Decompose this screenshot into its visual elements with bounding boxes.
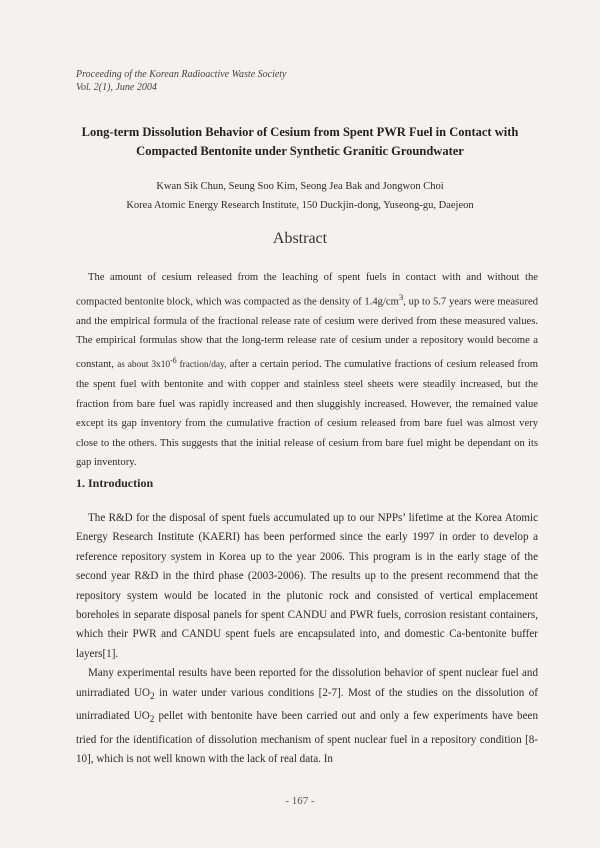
affiliation: Korea Atomic Energy Research Institute, 150 Duckjin-dong, Yuseong-gu, Daejeon xyxy=(126,200,474,211)
introduction-body xyxy=(76,509,538,770)
abstract-body xyxy=(76,268,538,473)
abstract-sup-1: 3 xyxy=(398,291,404,302)
abstract-text-3: as about 3x10 xyxy=(117,359,171,370)
abstract-sup-2: -6 xyxy=(170,355,177,365)
page-number: - 167 - xyxy=(285,795,315,807)
abstract-text-1: The amount of cesium released from the leaching of spent fuels in contact with and without the compacted bentonite block, which was compacted as the density of 1.4g/cm xyxy=(76,272,538,308)
author-list: Kwan Sik Chun, Seung Soo Kim, Seong Jea Bak and Jongwon Choi xyxy=(156,181,444,192)
title-line-2: Compacted Bentonite under Synthetic Granitic Groundwater xyxy=(136,144,464,158)
journal-volume: Vol. 2(1), June 2004 xyxy=(76,82,157,93)
abstract-heading: Abstract xyxy=(272,230,328,247)
intro-p2-text-a: Many experimental results have been reported for the dissolution behavior of spent nuclear fuel and unirradiated UO xyxy=(76,667,538,699)
introduction-paragraph-2 xyxy=(76,664,538,769)
introduction-heading: 1. Introduction xyxy=(76,476,154,490)
paper-title xyxy=(60,123,540,161)
journal-header xyxy=(76,68,287,94)
abstract-text-4: fraction/day, xyxy=(176,359,227,370)
abstract-text-5: after a certain period. The cumulative fractions of cesium released from the spent fuel with bentonite and with copper and stainless steel sheets were steadily increased, but the fraction from bare fuel was rapidly increased and then sluggishly increased. However, the remained value except its gap inventory from the cumulative fraction of cesium released from bare fuel was almost very close to the others. This suggests that the initial release of cesium from bare fuel might be dependant on its gap inventory. xyxy=(76,358,538,469)
intro-p2-sub-1: 2 xyxy=(150,691,155,702)
title-line-1: Long-term Dissolution Behavior of Cesium from Spent PWR Fuel in Contact with xyxy=(81,125,519,139)
intro-p2-text-b: in water under various conditions [2-7]. Most of the studies on the dissolution of unirradiated UO xyxy=(76,686,538,723)
journal-name: Proceeding of the Korean Radioactive Waste Society xyxy=(76,69,287,80)
intro-p2-sub-2: 2 xyxy=(149,715,155,726)
abstract-text-2: , up to 5.7 years were measured and the empirical formula of the fractional release rate of cesium were derived from these measured values. The empirical formulas show that the long-term release rate of cesium under a repository would become a constant, xyxy=(76,296,539,370)
abstract-rate-value xyxy=(117,355,227,370)
intro-p2-text-c: pellet with bentonite have been carried out and only a few experiments have been tried for the identification of dissolution mechanism of spent nuclear fuel in a repository condition [8-10], which is not well known with the lack of real data. In xyxy=(76,710,538,766)
introduction-paragraph-1: The R&D for the disposal of spent fuels accumulated up to our NPPs’ lifetime at the Korea Atomic Energy Research Institute (KAERI) has been performed since the early 1997 in order to develop a reference repository system in Korea up to the year 2006. This program is in the early stage of the second year R&D in the third phase (2003-2006). The results up to the present recommend that the repository system would be located in the plutonic rock and consisted of vertical emplacement boreholes in separate disposal panels for spent CANDU and PWR fuels, corrosion resistant containers, which their PWR and CANDU spent fuels are encapsulated into, and domestic Ca-bentonite buffer layers[1]. xyxy=(76,512,538,660)
